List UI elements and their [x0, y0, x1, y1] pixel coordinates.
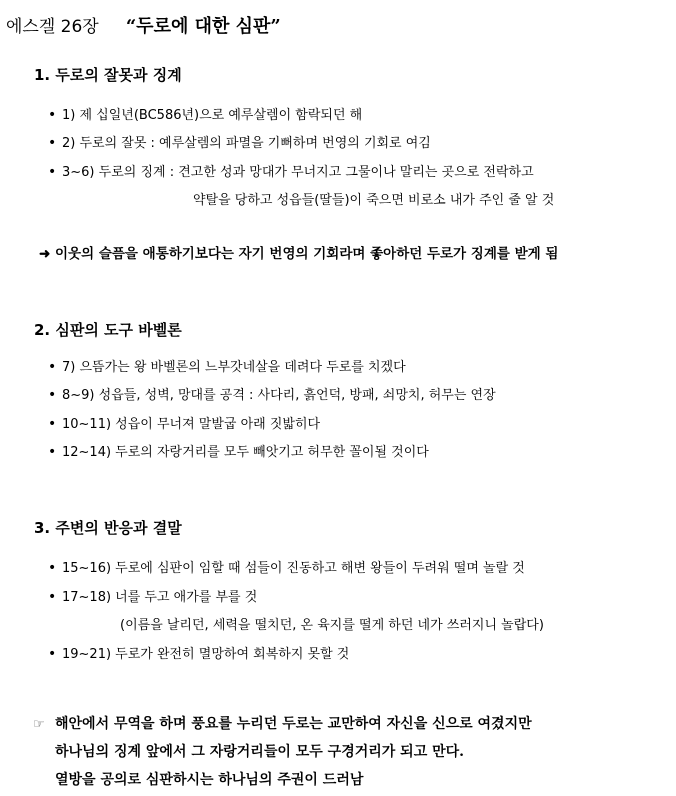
list-item: • 1) 제 십일년(BC586년)으로 예루살렘이 함락되던 해	[48, 107, 363, 123]
section-heading-3: 3. 주변의 반응과 결말	[34, 519, 182, 537]
list-item: • 8~9) 성읍들, 성벽, 망대를 공격 : 사다리, 흙언덕, 방패, 쇠망치, 허무는 연장	[48, 387, 496, 403]
bullet-icon: •	[48, 416, 57, 432]
list-item: • 2) 두로의 잘못 : 예루살렘의 파멸을 기뻐하며 번영의 기회로 여김	[48, 135, 431, 151]
bullet-icon: •	[48, 135, 57, 151]
bullet-icon: •	[48, 646, 57, 662]
list-item: • 3~6) 두로의 징계 : 견고한 성과 망대가 무너지고 그물이나 말리는 곳으로 전락하고	[48, 164, 534, 180]
list-item: • 12~14) 두로의 자랑거리를 모두 빼앗기고 허무한 꼴이될 것이다	[48, 444, 429, 460]
bullet-icon: •	[48, 164, 57, 180]
section-summary: ➜ 이웃의 슬픔을 애통하기보다는 자기 번영의 기회라며 좋아하던 두로가 징계를 받게 됨	[39, 246, 559, 262]
bullet-icon: •	[48, 107, 57, 123]
bullet-icon: •	[48, 387, 57, 403]
section-heading-1: 1. 두로의 잘못과 징계	[34, 66, 182, 84]
list-item-continuation: (이름을 날리던, 세력을 떨치던, 온 육지를 떨게 하던 네가 쓰러지니 놀랍다)	[120, 618, 544, 633]
bullet-icon: •	[48, 359, 57, 375]
list-item: • 7) 으뜸가는 왕 바벨론의 느부갓네살을 데려다 두로를 치겠다	[48, 359, 406, 375]
list-item: • 15~16) 두로에 심판이 임할 때 섬들이 진동하고 해변 왕들이 두려워 떨며 놀랄 것	[48, 560, 525, 576]
bullet-icon: •	[48, 589, 57, 605]
chapter-title: “두로에 대한 심판”	[125, 16, 281, 37]
document-header	[6, 12, 281, 38]
list-item: • 10~11) 성읍이 무너져 말발굽 아래 짓밟히다	[48, 416, 321, 432]
note-line: 열방을 공의로 심판하시는 하나님의 주권이 드러남	[55, 772, 364, 788]
list-item: • 17~18) 너를 두고 애가를 부를 것	[48, 589, 258, 605]
section-heading-2: 2. 심판의 도구 바벨론	[34, 321, 182, 339]
bullet-icon: •	[48, 444, 57, 460]
pointing-hand-icon: ☞	[33, 717, 45, 732]
chapter-reference: 에스겔 26장	[6, 17, 99, 37]
note-line: ☞ 해안에서 무역을 하며 풍요를 누리던 두로는 교만하여 자신을 신으로 여겼지만	[33, 716, 532, 732]
bullet-icon: •	[48, 560, 57, 576]
note-line: 하나님의 징계 앞에서 그 자랑거리들이 모두 구경거리가 되고 만다.	[55, 744, 465, 760]
list-item: • 19~21) 두로가 완전히 멸망하여 회복하지 못할 것	[48, 646, 350, 662]
list-item-continuation: 약탈을 당하고 성읍들(딸들)이 죽으면 비로소 내가 주인 줄 알 것	[193, 193, 555, 208]
